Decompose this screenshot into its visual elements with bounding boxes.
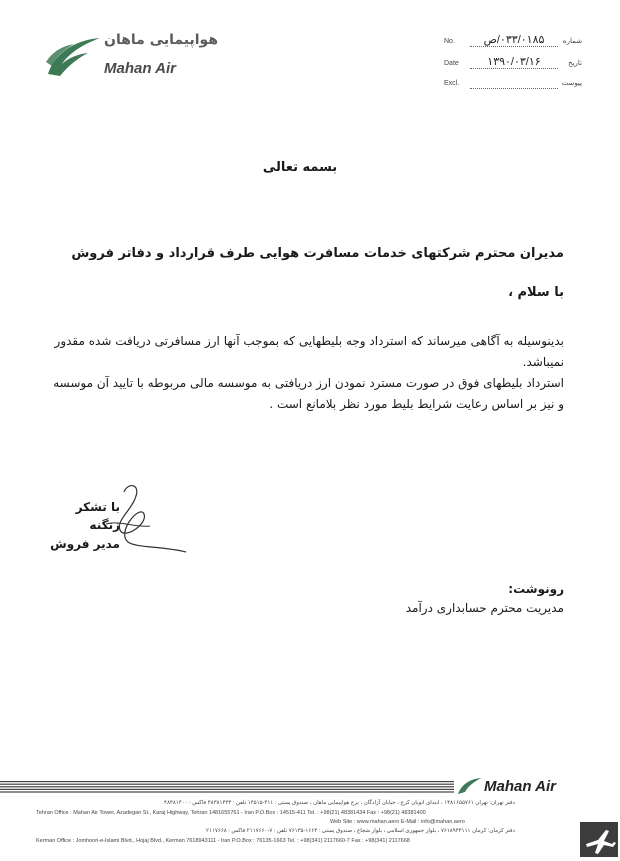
basmala: بسمه تعالی (262, 160, 338, 175)
bird-logo-icon (44, 34, 102, 78)
footer-logo-text: Mahan Air (484, 778, 556, 795)
signer-title: مدیر فروش (50, 537, 120, 551)
number-label: No. (444, 38, 455, 45)
kerman-address-fa: دفتر کرمان: کرمان ۷۶۱۸۹۴۳۱۱۱ ، بلوار جمهوری اسلامی ، بلوار شجاع ، صندوق پستی : ۱۶۶۳-۷۶۱۳۵ تلفن : ۷-۲۱۱۷۶۶۰ فاکس : ۲۱۱۷۶۶۸ (206, 828, 515, 834)
body-line-2: نمیباشد. (522, 355, 564, 369)
logo-english-text: Mahan Air (104, 60, 176, 77)
enclosure-label: Excl. (444, 80, 460, 87)
enclosure-row (444, 76, 582, 90)
addressee: مدیران محترم شرکتهای خدمات مسافرت هوایی طرف قرارداد و دفاتر فروش (71, 246, 564, 261)
letter-number: ۰۳۳/۰۱۸۵/ص (470, 34, 558, 47)
date-label-fa: تاریخ (568, 60, 582, 67)
enclosure-value (470, 76, 558, 89)
letter-date-row (444, 56, 582, 70)
enclosure-label-fa: پیوست (561, 80, 582, 87)
kerman-address-en: Kerman Office : Jomhoori-e-Islami Blvd., Hojaj Blvd., Kerman 7618943111 - Iran P.O.Box : 76135-1663 Tel. : +98(341) 2117660-7 Fax : +98(341) 2117668 (36, 838, 410, 844)
cc-recipient: مدیریت محترم حسابداری درآمد (405, 601, 564, 615)
closing-thanks: با تشکر (75, 500, 120, 514)
greeting: با سلام ، (508, 285, 564, 300)
footer-logo (456, 776, 586, 798)
signer-name: زنگنه (89, 518, 120, 532)
web-contact: Web Site : www.mahan.aero E-Mail : info@mahan.aero (330, 819, 465, 825)
tehran-address-fa: دفتر تهران: تهران ۱۴۸۱۶۵۵۷۶۱ ، ابتدای اتوبان کرج ، خیابان آزادگان ، برج هواپیمایی ماهان ، صندوق پستی : ۴۱۱-۱۴۵۱۵ تلفن : ۴۸۳۸۱۴۳۴ فاکس : ۴۸۳۸۱۴۰۰ (163, 800, 515, 806)
letter-date: ۱۳۹۰/۰۳/۱۶ (470, 56, 558, 69)
number-label-fa: شماره (562, 38, 582, 45)
footer-stripes (0, 778, 454, 790)
body-line-4: و نیز بر اساس رعایت شرایط بلیط مورد نظر بلامانع است . (269, 397, 564, 411)
body-line-1: بدینوسیله به آگاهی میرساند که استرداد وجه بلیطهایی که بموجب آنها ارز مسافرتی دریافت شده مقدور (54, 334, 564, 348)
tehran-address-en: Tehran Office : Mahan Air Tower, Azadegan St., Karaj Highway, Tehran 1481655761 - Iran P.O.Box : 14515-411 Tel. : +98(21) 48381434 Fax : +98(21) 48381400 (36, 810, 426, 816)
logo-persian-text: هواپیمایی ماهان (104, 32, 219, 48)
body-line-3: استرداد بلیطهای فوق در صورت مسترد نمودن ارز دریافتی به موسسه مالی مربوطه با تایید آن موسسه (53, 376, 564, 390)
letter-number-row (444, 34, 582, 48)
plane-icon (580, 822, 618, 857)
cc-label: رونوشت: (508, 582, 564, 596)
footer-bird-icon (456, 776, 482, 796)
mahan-air-logo (44, 30, 219, 82)
date-label: Date (444, 60, 459, 67)
